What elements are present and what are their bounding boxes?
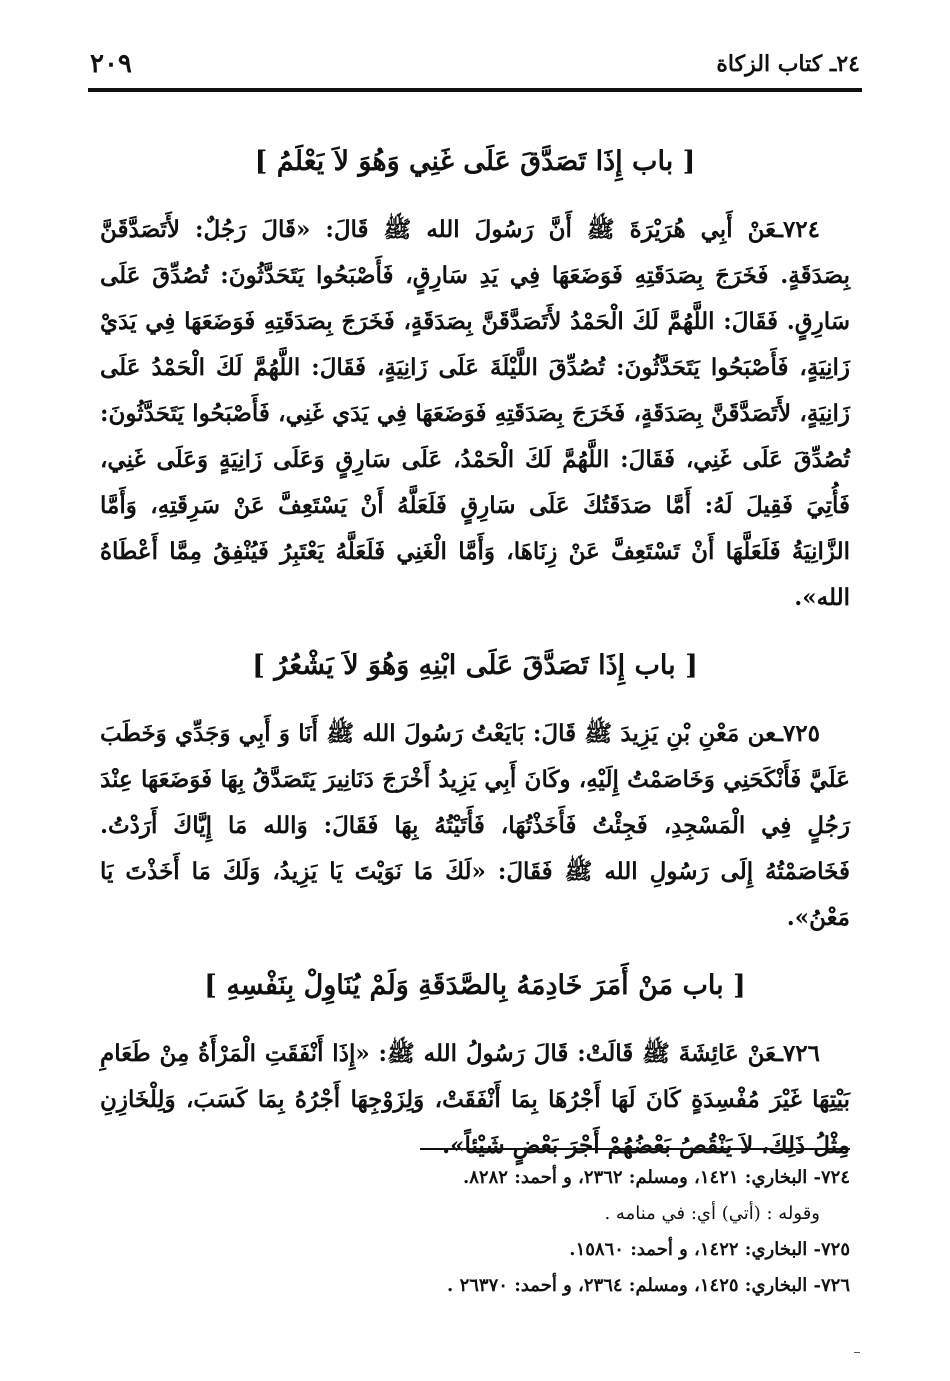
hadith-text: عن مَعْنِ بْنِ يَزِيدَ ﷺ قَالَ: بَايَعْتُ رَسُولَ الله ﷺ أَنَا وَ أَبِي وَجَدِّي وَخَطَبَ عَلَيَّ فَأَنْكَحَنِي وَخَاصَمْتُ إِلَيْهِ، وكَانَ أَبِي يَزِيدُ أَخْرَجَ دَنَانِيرَ يَتَصَدَّقُ بِهَا فَوَضَعَهَا عِنْدَ رَجُلٍ فِي الْمَسْجِدِ، فَجِئْتُ فَأَخَذْتُهَا، فَأَتَيْتُهُ بِهَا فَقَالَ: وَالله مَا إِيَّاكَ أَرَدْتُ. فَخَاصَمْتُهُ إِلَى رَسُولِ الله ﷺ فَقَالَ: «لَكَ مَا نَوَيْتَ يَا يَزِيدُ، وَلَكَ مَا أَخَذْتَ يَا مَعْنُ». (100, 720, 850, 931)
section-heading: [ باب مَنْ أَمَرَ خَادِمَهُ بِالصَّدَقَةِ وَلَمْ يُنَاوِلْ بِنَفْسِهِ ] (204, 970, 746, 1001)
page-header (90, 44, 860, 84)
header-rule (88, 88, 862, 92)
section-726 (100, 959, 850, 1169)
footnote-note: وقوله : (أتي) أي: في منامه . (604, 1203, 820, 1224)
footnote-725: ٧٢٥- البخاري: ١٤٢٢، و أحمد: ١٥٨٦٠. (569, 1239, 850, 1260)
hadith-number: ٧٢٤ـ (776, 216, 820, 243)
section-725 (100, 639, 850, 941)
section-heading: [ باب إِذَا تَصَدَّقَ عَلَى غَنِي وَهُوَ لاَ يَعْلَمُ ] (254, 146, 696, 177)
hadith-number: ٧٢٦ـ (776, 1040, 820, 1067)
footnote-726: ٧٢٦- البخاري: ١٤٢٥، ومسلم: ٢٣٦٤، و أحمد: ٢٦٣٧٠ . (447, 1275, 850, 1296)
hadith-text: عَنْ عَائِشَةَ ﷺ قَالَتْ: قَالَ رَسُولُ الله ﷺ: «إِذَا أَنْفَقَتِ الْمَرْأَةُ مِنْ طَعَامِ بَيْتِهَا غَيْرَ مُفْسِدَةٍ كَانَ لَهَا أَجْرُهَا بِمَا أَنْفَقَتْ، وَلِزَوْجِهَا أَجْرُهُ بِمَا كَسَبَ، وَلِلْخَازِنِ مِثْلُ ذَلِكَ، لاَ يَنْقُصُ بَعْضُهُمْ أَجْرَ بَعْضٍ شَيْئاً». (100, 1040, 850, 1159)
page-mark (854, 1352, 860, 1353)
footnote-724: ٧٢٤- البخاري: ١٤٢١، ومسلم: ٢٣٦٢، و أحمد: ٨٢٨٢. (462, 1167, 850, 1188)
hadith-paragraph (100, 207, 850, 621)
hadith-number: ٧٢٥ـ (776, 720, 820, 747)
hadith-text: عَنْ أَبِي هُرَيْرَةَ ﷺ أَنَّ رَسُولَ الله ﷺ قَالَ: «قَالَ رَجُلٌ: لأَتَصَدَّقَنَّ بِصَدَقَةٍ. فَخَرَجَ بِصَدَقَتِهِ فَوَضَعَهَا فِي يَدِ سَارِقٍ، فَأَصْبَحُوا يَتَحَدَّثُونَ: تُصُدِّقَ عَلَى سَارِقٍ. فَقَالَ: اللَّهُمَّ لَكَ الْحَمْدُ لأَتَصَدَّقَنَّ بِصَدَقَةٍ، فَخَرَجَ بِصَدَقَتِهِ فَوَضَعَهَا فِي يَدَيْ زَانِيَةٍ، فَأَصْبَحُوا يَتَحَدَّثُونَ: تُصُدِّقَ اللَّيْلَةَ عَلَى زَانِيَةٍ، فَقَالَ: اللَّهُمَّ لَكَ الْحَمْدُ عَلَى زَانِيَةٍ، لأَتَصَدَّقَنَّ بِصَدَقَةٍ، فَخَرَجَ بِصَدَقَتِهِ فَوَضَعَهَا فِي يَدَي غَنِي، فَأَصْبَحُوا يَتَحَدَّثُونَ: تُصُدِّقَ عَلَى غَنِي، فَقَالَ: اللَّهُمَّ لَكَ الْحَمْدُ، عَلَى سَارِقٍ وَعَلَى زَانِيَةٍ وَعَلَى غَنِي، فَأُتِيَ فَقِيلَ لَهُ: أَمَّا صَدَقَتُكَ عَلَى سَارِقٍ فَلَعَلَّهُ أَنْ يَسْتَعِفَّ عَنْ سَرِقَتِهِ، وَأَمَّا الزَّانِيَةُ فَلَعَلَّهَا أَنْ تَسْتَعِفَّ عَنْ زِنَاهَا، وَأَمَّا الْغَنِي فَلَعَلَّهُ يَعْتَبِرُ فَيُنْفِقُ مِمَّا أَعْطَاهُ الله». (100, 216, 850, 611)
main-text (100, 135, 850, 1187)
page-number: ٢٠٩ (90, 49, 132, 79)
section-heading: [ باب إِذَا تَصَدَّقَ عَلَى ابْنِهِ وَهُوَ لاَ يَشْعُرُ ] (252, 650, 698, 681)
section-724 (100, 135, 850, 621)
footnote-divider (420, 1148, 850, 1150)
footnotes (100, 1160, 850, 1304)
running-title: ٢٤ـ كتاب الزكاة (716, 51, 860, 77)
hadith-paragraph (100, 711, 850, 941)
